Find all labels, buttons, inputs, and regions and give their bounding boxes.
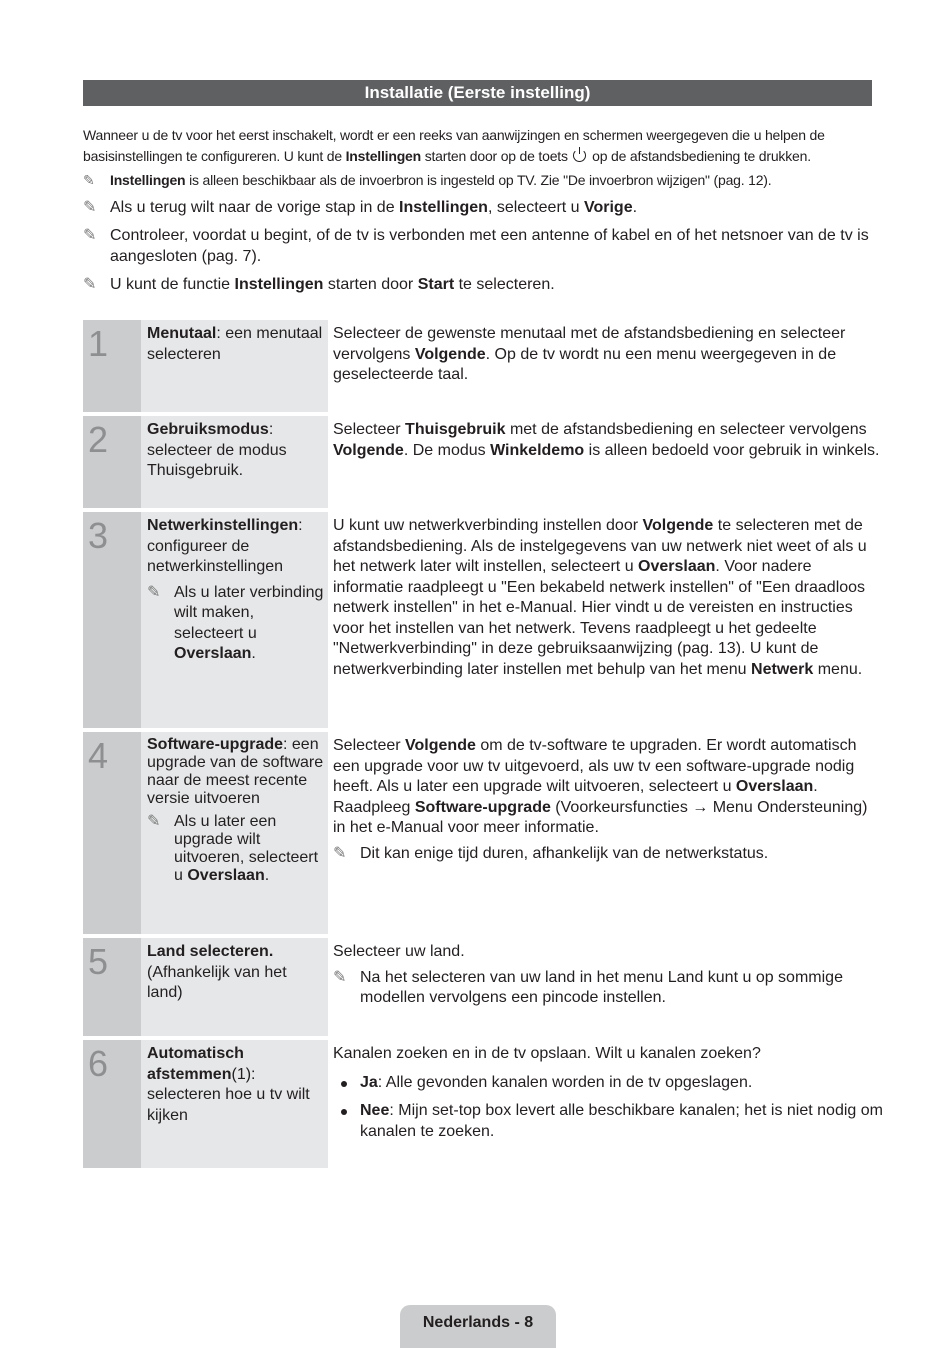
step-description: Selecteer Thuisgebruik met de afstandsbediening en selecteer vervolgens Volgende. De modus Winkeldemo is alleen bedoeld voor gebruik in winkels.: [333, 421, 880, 459]
step-description: Selecteer de gewenste menutaal met de afstandsbediening en selecteer vervolgens Volgende. Op de tv wordt nu een menu weergegeven in de geselecteerde taal.: [333, 325, 846, 383]
pencil-note-icon: ✎: [83, 276, 97, 293]
list-item: Nee: Mijn set-top box levert alle beschikbare kanalen; het is niet nodig om kanalen te zoeken.: [333, 1101, 883, 1142]
note-item: ✎ Na het selecteren van uw land in het menu Land kunt u op sommige modellen vervolgens een pincode instellen.: [333, 968, 843, 1006]
step-label: Software-upgrade: een upgrade van de software naar de meest recente versie uitvoeren ✎ Als u later een upgrade wilt uitvoeren, selecteert u Overslaan.: [141, 732, 328, 934]
step-number: 2: [83, 416, 141, 508]
step-description: Selecteer Volgende om de tv-software te upgraden. Er wordt automatisch een upgrade voor uw tv uitgevoerd, als uw tv een software-upgrade nodig heeft. Als u later een upgrade wilt uitvoeren, selecteert u Overslaan. Raadpleeg Software-upgrade (Voorkeursfuncties → Menu Ondersteuning) in het e-Manual voor meer informatie. ✎ Dit kan enige tijd duren, afhankelijk van de netwerkstatus.: [328, 732, 883, 934]
step-row-3: [83, 512, 883, 728]
step-label: Menutaal: een menutaal selecteren: [141, 320, 328, 412]
pencil-note-icon: ✎: [83, 227, 97, 244]
pencil-note-icon: ✎: [83, 172, 95, 188]
step-label: Land selecteren. (Afhankelijk van het land): [141, 938, 328, 1036]
page-footer: Nederlands - 8: [400, 1305, 556, 1348]
note-item: ✎ Als u later een upgrade wilt uitvoeren, selecteert u Overslaan.: [147, 813, 319, 884]
note-item: ✎ Dit kan enige tijd duren, afhankelijk van de netwerkstatus.: [333, 844, 883, 865]
step-label: Netwerkinstellingen: configureer de netwerkinstellingen ✎ Als u later verbinding wilt maken, selecteert u Overslaan.: [141, 512, 328, 728]
power-icon: [573, 149, 586, 162]
step-description: U kunt uw netwerkverbinding instellen door Volgende te selecteren met de afstandsbediening. Als de instelgegevens van uw netwerk niet weet of als u het netwerk later wilt instellen, selecteert u Overslaan. Voor nadere informatie raadpleegt u "Een bekabeld netwerk instellen" of "Een draadloos netwerk instellen" in het e-Manual. Hier vindt u de vereisten en instructies voor het instellen van het netwerk. Tevens raadpleegt u het gedeelte "Netwerkverbinding" in deze gebruiksaanwijzing (pag. 13). U kunt de netwerkverbinding later instellen met behulp van het menu Netwerk menu.: [333, 517, 867, 678]
step-row-5: [83, 938, 883, 1036]
note-item: ✎ Als u later verbinding wilt maken, selecteert u Overslaan.: [147, 583, 324, 662]
intro-paragraph: Wanneer u de tv voor het eerst inschakelt, wordt er een reeks van aanwijzingen en schermen weergegeven die u helpen de basisinstellingen te configureren. U kunt de Instellingen starten door op de toets op de afstandsbediening te drukken.: [83, 127, 825, 164]
step-row-2: [83, 416, 883, 508]
step-number: 6: [83, 1040, 141, 1168]
note-item: ✎ Controleer, voordat u begint, of de tv is verbonden met een antenne of kabel en of het netsnoer van de tv is aangesloten (pag. 7).: [83, 227, 869, 265]
pencil-note-icon: ✎: [147, 583, 161, 601]
pencil-note-icon: ✎: [83, 198, 97, 216]
list-item: Ja: Alle gevonden kanalen worden in de tv opgeslagen.: [333, 1073, 883, 1094]
step-label: Automatisch afstemmen(1): selecteren hoe u tv wilt kijken: [141, 1040, 328, 1168]
note-item: ✎ U kunt de functie Instellingen starten door Start te selecteren.: [83, 275, 873, 296]
step-number: 4: [83, 732, 141, 934]
note-item: ✎ Als u terug wilt naar de vorige stap in de Instellingen, selecteert u Vorige.: [83, 198, 873, 219]
step-description: Selecteer uw land. ✎ Na het selecteren van uw land in het menu Land kunt u op sommige modellen vervolgens een pincode instellen.: [328, 938, 883, 1036]
page-title: Installatie (Eerste instelling): [83, 80, 872, 106]
step-row-4: [83, 732, 883, 934]
pencil-note-icon: ✎: [333, 968, 347, 986]
step-description: Kanalen zoeken en in de tv opslaan. Wilt u kanalen zoeken? Ja: Alle gevonden kanalen worden in de tv opgeslagen. Nee: Mijn set-top box levert alle beschikbare kanalen; het is niet nodig om kanalen te zoeken.: [328, 1040, 883, 1168]
bullet-list: [333, 1073, 883, 1143]
steps-table: [83, 320, 883, 1172]
step-label: Gebruiksmodus: selecteer de modus Thuisgebruik.: [141, 416, 328, 508]
note-item: ✎ Instellingen is alleen beschikbaar als de invoerbron is ingesteld op TV. Zie "De invoerbron wijzigen" (pag. 12).: [83, 170, 873, 191]
step-number: 1: [83, 320, 141, 412]
pencil-note-icon: ✎: [333, 844, 347, 862]
step-number: 5: [83, 938, 141, 1036]
step-row-6: [83, 1040, 883, 1168]
notes-list: [83, 170, 873, 304]
pencil-note-icon: ✎: [147, 813, 161, 830]
step-number: 3: [83, 512, 141, 728]
step-row-1: [83, 320, 883, 412]
